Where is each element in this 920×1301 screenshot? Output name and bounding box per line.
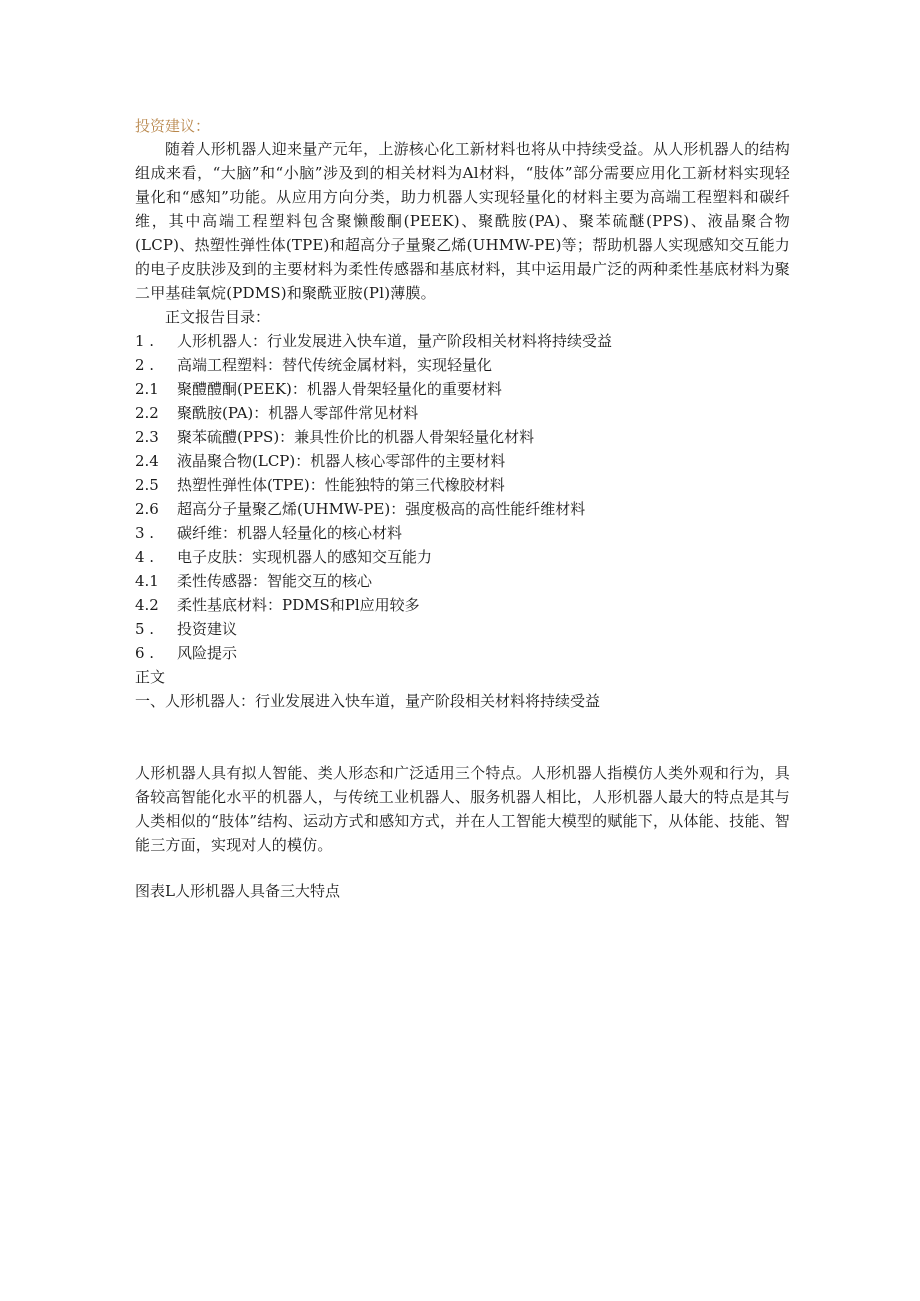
toc-item bbox=[135, 569, 790, 593]
investment-advice-label: 投资建议： bbox=[135, 117, 211, 135]
toc-item bbox=[135, 593, 790, 617]
toc-item-number: 3 . bbox=[135, 524, 155, 542]
toc-item-number: 2.2 bbox=[135, 404, 159, 422]
toc-item-number: 2 . bbox=[135, 356, 155, 374]
toc-item-number: 2.1 bbox=[135, 380, 159, 398]
toc-item-number: 2.5 bbox=[135, 476, 159, 494]
toc-item bbox=[135, 473, 790, 497]
investment-advice-paragraph: 随着人形机器人迎来量产元年，上游核心化工新材料也将从中持续受益。从人形机器人的结构组成来看，“大脑”和“小脑”涉及到的相关材料为Al材料，“肢体”部分需要应用化工新材料实现轻量化和“感知”功能。从应用方向分类，助力机器人实现轻量化的材料主要为高端工程塑料和碳纤维，其中高端工程塑料包含聚懒酸酮(PEEK)、聚酰胺(PA)、聚苯硫醚(PPS)、液晶聚合物(LCP)、热塑性弹性体(TPE)和超高分子量聚乙烯(UHMW-PE)等；帮助机器人实现感知交互能力的电子皮肤涉及到的主要材料为柔性传感器和基底材料，其中运用最广泛的两种柔性基底材料为聚二甲基硅氧烷(PDMS)和聚酰亚胺(Pl)薄膜。 bbox=[135, 140, 790, 302]
toc-item bbox=[135, 377, 790, 401]
toc-item bbox=[135, 617, 790, 641]
toc-item-number: 2.3 bbox=[135, 428, 159, 446]
section-heading: 一、人形机器人：行业发展进入快车道，量产阶段相关材料将持续受益 bbox=[135, 692, 601, 710]
figure-caption: 图表L人形机器人具备三大特点 bbox=[135, 882, 340, 900]
toc-item-text: 柔性基底材料：PDMS和Pl应用较多 bbox=[177, 596, 420, 614]
toc-item-text: 超高分子量聚乙烯(UHMW-PE)：强度极高的高性能纤维材料 bbox=[177, 500, 586, 518]
toc-title: 正文报告目录： bbox=[165, 308, 271, 326]
document-page bbox=[135, 115, 790, 903]
toc-item-text: 聚酰胺(PA)：机器人零部件常见材料 bbox=[177, 404, 419, 422]
toc-item-number: 6 . bbox=[135, 644, 155, 662]
toc-item-text: 高端工程塑料：替代传统金属材料，实现轻量化 bbox=[177, 356, 493, 374]
toc-item bbox=[135, 497, 790, 521]
toc-list bbox=[135, 329, 790, 665]
toc-item-text: 聚苯硫醴(PPS)：兼具性价比的机器人骨架轻量化材料 bbox=[177, 428, 535, 446]
toc-item-number: 1 . bbox=[135, 332, 155, 350]
toc-item bbox=[135, 401, 790, 425]
toc-item-text: 热塑性弹性体(TPE)：性能独特的第三代橡胶材料 bbox=[177, 476, 505, 494]
toc-item-text: 风险提示 bbox=[177, 644, 238, 662]
body-paragraph: 人形机器人具有拟人智能、类人形态和广泛适用三个特点。人形机器人指模仿人类外观和行为，具备较高智能化水平的机器人，与传统工业机器人、服务机器人相比，人形机器人最大的特点是其与人类相似的“肢体”结构、运动方式和感知方式，并在人工智能大模型的赋能下，从体能、技能、智能三方面，实现对人的模仿。 bbox=[135, 764, 790, 854]
toc-item-number: 2.4 bbox=[135, 452, 159, 470]
toc-item-text: 碳纤维：机器人轻量化的核心材料 bbox=[177, 524, 403, 542]
toc-item bbox=[135, 521, 790, 545]
toc-item bbox=[135, 641, 790, 665]
toc-item-text: 人形机器人：行业发展进入快车道，量产阶段相关材料将持续受益 bbox=[177, 332, 613, 350]
toc-item bbox=[135, 329, 790, 353]
toc-item-text: 电子皮肤：实现机器人的感知交互能力 bbox=[177, 548, 433, 566]
toc-item bbox=[135, 449, 790, 473]
toc-item-number: 5 . bbox=[135, 620, 155, 638]
toc-item bbox=[135, 353, 790, 377]
toc-item-text: 液晶聚合物(LCP)：机器人核心零部件的主要材料 bbox=[177, 452, 506, 470]
main-label: 正文 bbox=[135, 668, 166, 686]
toc-item-number: 2.6 bbox=[135, 500, 159, 518]
toc-item-number: 4.2 bbox=[135, 596, 159, 614]
toc-item bbox=[135, 545, 790, 569]
toc-item-text: 投资建议 bbox=[177, 620, 238, 638]
toc-item bbox=[135, 425, 790, 449]
toc-item-text: 聚醴醴酮(PEEK)：机器人骨架轻量化的重要材料 bbox=[177, 380, 502, 398]
toc-item-number: 4.1 bbox=[135, 572, 159, 590]
toc-item-number: 4 . bbox=[135, 548, 155, 566]
toc-item-text: 柔性传感器：智能交互的核心 bbox=[177, 572, 373, 590]
